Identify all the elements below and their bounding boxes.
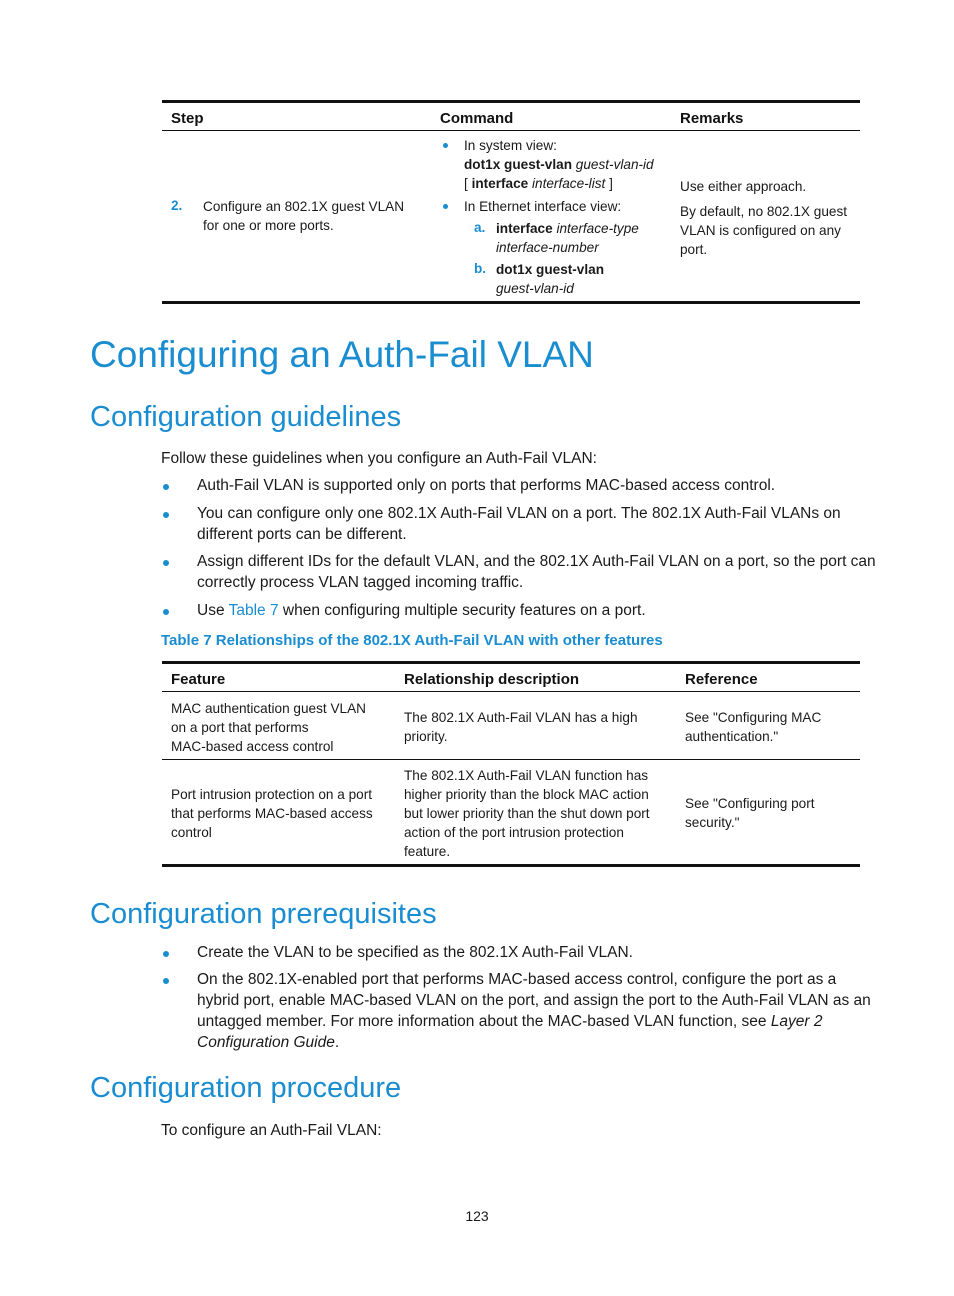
- command-line: guest-vlan-id: [496, 281, 574, 296]
- section-heading-prerequisites: Configuration prerequisites: [90, 898, 437, 930]
- command-line: interface interface-type: [496, 221, 639, 236]
- col-header-step: Step: [171, 110, 204, 127]
- guidelines-intro: Follow these guidelines when you configure an Auth-Fail VLAN:: [161, 450, 597, 467]
- table-cell-description: The 802.1X Auth-Fail VLAN has a high priority.: [404, 710, 638, 744]
- col-header-relationship: Relationship description: [404, 671, 580, 688]
- table-cell-description: The 802.1X Auth-Fail VLAN function has higher priority than the block MAC action but lower priority than the shut down port action of the port intrusion protection feature.: [404, 768, 650, 859]
- bullet-icon: [443, 143, 448, 148]
- command-line: interface-number: [496, 240, 599, 255]
- chapter-title: Configuring an Auth-Fail VLAN: [90, 334, 594, 375]
- remark-text: By default, no 802.1X guest VLAN is configured on any port.: [680, 204, 848, 257]
- col-header-feature: Feature: [171, 671, 226, 688]
- bullet-icon: [163, 951, 169, 957]
- remark-text: Use either approach.: [680, 179, 807, 194]
- page-number: 123: [465, 1208, 489, 1224]
- col-header-reference: Reference: [685, 671, 758, 688]
- bullet-icon: [163, 512, 169, 518]
- table-cell-reference: See "Configuring MAC authentication.": [685, 710, 822, 744]
- guideline-item: Use Table 7 when configuring multiple security features on a port.: [197, 602, 646, 619]
- command-line: dot1x guest-vlan guest-vlan-id: [464, 157, 654, 172]
- step-number: 2.: [171, 198, 183, 213]
- section-heading-guidelines: Configuration guidelines: [90, 401, 402, 433]
- table-bottom-rule: [162, 301, 860, 304]
- guideline-item: You can configure only one 802.1X Auth-Fail VLAN on a port. The 802.1X Auth-Fail VLANs on different ports can be different.: [197, 505, 841, 543]
- table-bottom-rule: [162, 864, 860, 867]
- ethernet-view-label: In Ethernet interface view:: [464, 199, 622, 214]
- bullet-icon: [163, 978, 169, 984]
- table-caption: Table 7 Relationships of the 802.1X Auth-Fail VLAN with other features: [161, 632, 663, 649]
- table-cell-feature: Port intrusion protection on a port that performs MAC-based access control: [171, 787, 373, 840]
- bullet-icon: [163, 560, 169, 566]
- table-cell-feature: MAC authentication guest VLAN on a port that performs MAC-based access control: [171, 701, 366, 754]
- table-top-rule: [162, 100, 860, 103]
- bullet-icon: [163, 484, 169, 490]
- table-top-rule: [162, 661, 860, 664]
- step-description: Configure an 802.1X guest VLAN for one or more ports.: [203, 199, 405, 233]
- table-cell-reference: See "Configuring port security.": [685, 796, 815, 830]
- guideline-item: Auth-Fail VLAN is supported only on ports that performs MAC-based access control.: [197, 477, 776, 494]
- section-heading-procedure: Configuration procedure: [90, 1072, 402, 1104]
- guideline-item: Assign different IDs for the default VLAN, and the 802.1X Auth-Fail VLAN on a port, so the port can correctly process VLAN tagged incoming traffic.: [197, 553, 876, 591]
- prerequisite-item: On the 802.1X-enabled port that performs MAC-based access control, configure the port as a hybrid port, enable MAC-based VLAN on the port, and assign the port to the Auth-Fail VLAN as an untagged member. For more information about the MAC-based VLAN function, see Layer 2 Configuration Guide.: [197, 971, 871, 1051]
- sub-step-b: b.: [474, 261, 487, 276]
- sub-step-a: a.: [474, 220, 486, 235]
- command-line: dot1x guest-vlan: [496, 262, 605, 277]
- col-header-command: Command: [440, 110, 514, 127]
- bullet-icon: [443, 204, 448, 209]
- procedure-intro: To configure an Auth-Fail VLAN:: [161, 1122, 382, 1139]
- bullet-icon: [163, 609, 169, 615]
- table-7-link[interactable]: Table 7: [228, 602, 279, 619]
- table-row-rule: [162, 759, 860, 760]
- table-header-rule: [162, 130, 860, 131]
- prerequisite-item: Create the VLAN to be specified as the 802.1X Auth-Fail VLAN.: [197, 944, 633, 961]
- col-header-remarks: Remarks: [680, 110, 744, 127]
- system-view-label: In system view:: [464, 138, 557, 153]
- table-header-rule: [162, 691, 860, 692]
- command-line: [ interface interface-list ]: [464, 176, 613, 191]
